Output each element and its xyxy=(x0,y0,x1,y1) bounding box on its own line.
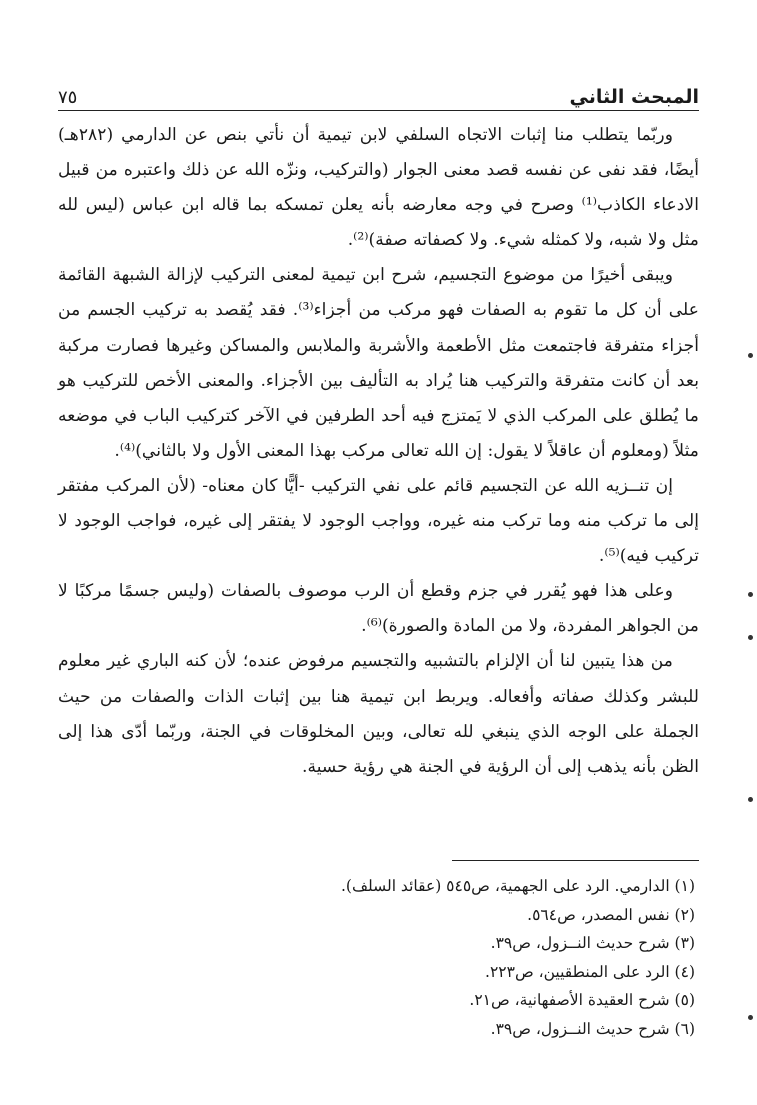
paragraph-2: ويبقى أخيرًا من موضوع التجسيم، شرح ابن تيمية لمعنى التركيب لإزالة الشبهة القائمة على أن كل ما تقوم به الصفات فهو مركب من أجزاء⁽³⁾. فقد يُقصد به تركيب الجسم من أجزاء متفرقة فاجتمعت مثل الأطعمة والأشربة والملابس والمساكن وغيرها فصارت مركبة بعد أن كانت متفرقة والتركيب هنا يُراد به التأليف بين الأجزاء. والمعنى الأخص للتركيب هو ما يُطلق على المركب الذي لا يَمتزج فيه أحد الطرفين في الآخر كتركيب الباب في موضعه مثلاً (ومعلوم أن عاقلاً لا يقول: إن الله تعالى مركب بهذا المعنى الأول ولا بالثاني)⁽⁴⁾. xyxy=(58,265,699,461)
scan-mark xyxy=(748,353,753,358)
footnote-5: (٥) شرح العقيدة الأصفهانية، ص٢١. xyxy=(469,991,695,1010)
page-number: ٧٥ xyxy=(58,87,78,108)
paragraph-3: إن تنــزيه الله عن التجسيم قائم على نفي التركيب -أيًّا كان معناه- (لأن المركب مفتقر إلى ما تركب منه وما تركب منه غيره، وواجب الوجود لا يفتقر إلى غيره، فواجب الوجود لا تركيب فيه)⁽⁵⁾. xyxy=(58,475,699,567)
paragraph-1: وربّما يتطلب منا إثبات الاتجاه السلفي لابن تيمية أن نأتي بنص عن الدارمي (٢٨٢هـ) أيضًا، فقد نفى عن نفسه قصد معنى الجوار (والتركيب، ونزّه الله عن ذلك واعتبره من قبيل الادعاء الكاذب⁽¹⁾ وصرح في وجه معارضه بأنه يعلن تمسكه بما قاله ابن عباس (ليس لله مثل ولا شبه، ولا كمثله شيء. ولا كصفاته صفة)⁽²⁾. xyxy=(58,125,699,251)
scan-mark xyxy=(748,1015,753,1020)
footnote-2: (٢) نفس المصدر، ص٥٦٤. xyxy=(527,905,695,924)
chapter-title: المبحث الثاني xyxy=(569,86,699,108)
footnotes xyxy=(58,872,695,1044)
page-header xyxy=(58,74,699,111)
paragraph-5: من هذا يتبين لنا أن الإلزام بالتشبيه والتجسيم مرفوض عنده؛ لأن كنه الباري غير معلوم للبشر وكذلك صفاته وأفعاله. ويربط ابن تيمية هنا بين إثبات الذات والصفات من حيث الجملة على الوجه الذي ينبغي لله تعالى، وبين المخلوقات في الجنة، وربّما أدّى هذا إلى الظن بأنه يذهب إلى أن الرؤية في الجنة هي رؤية حسية. xyxy=(58,651,699,777)
main-text xyxy=(58,118,699,785)
footnote-6: (٦) شرح حديث النــزول، ص٣٩. xyxy=(490,1019,695,1038)
footnote-separator xyxy=(452,860,699,861)
footnote-3: (٣) شرح حديث النــزول، ص٣٩. xyxy=(490,934,695,953)
footnote-1: (١) الدارمي. الرد على الجهمية، ص٥٤٥ (عقائد السلف). xyxy=(341,877,695,895)
footnote-4: (٤) الرد على المنطقيين، ص٢٢٣. xyxy=(485,962,695,981)
scan-mark xyxy=(748,592,753,597)
paragraph-4: وعلى هذا فهو يُقرر في جزم وقطع أن الرب موصوف بالصفات (وليس جسمًا مركبًا لا من الجواهر المفردة، ولا من المادة والصورة)⁽⁶⁾. xyxy=(58,581,699,637)
scan-mark xyxy=(748,635,753,640)
scan-mark xyxy=(748,797,753,802)
